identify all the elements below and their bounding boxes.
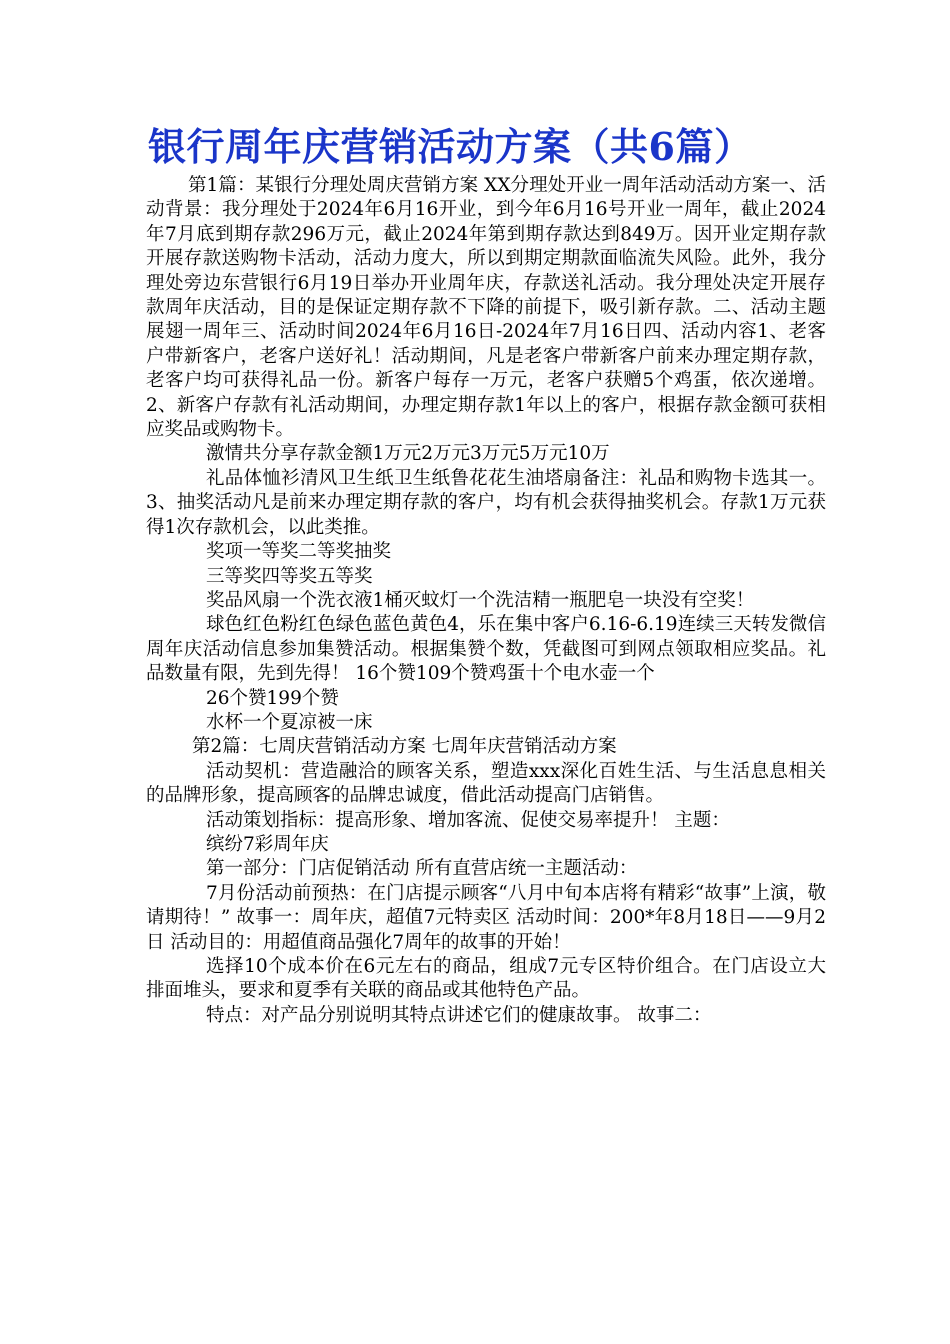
paragraph: 7月份活动前预热：在门店提示顾客“八月中旬本店将有精彩“故事”上演，敬请期待！” 故事一：周年庆，超值7元特卖区 活动时间：200*年8月18日——9月2日 活动目的：用超值商品强化7周年的故事的开始！ [146, 882, 826, 953]
paragraph: 选择10个成本价在6元左右的商品，组成7元专区特价组合。在门店设立大排面堆头，要求和夏季有关联的商品或其他特色产品。 [146, 956, 826, 1002]
paragraph: 第一部分：门店促销活动 所有直营店统一主题活动： [206, 858, 638, 880]
paragraph: 特点：对产品分别说明其特点讲述它们的健康故事。 故事二： [206, 1004, 712, 1026]
paragraph: 水杯一个夏凉被一床 [206, 711, 373, 733]
paragraph: 奖项一等奖二等奖抽奖 [206, 541, 392, 563]
paragraph: 活动策划指标：提高形象、增加客流、促使交易率提升！ 主题： [206, 809, 730, 831]
paragraph: 26个赞199个赞 [206, 687, 339, 709]
paragraph: 第1篇：某银行分理处周庆营销方案 XX分理处开业一周年活动活动方案一、活动背景：我分理处于2024年6月16开业，到今年6月16号开业一周年，截止2024年7月底到期存款296万元，截止2024年第到期存款达到849万。因开业定期存款开展存款送购物卡活动，活动力度大，所以到期定期款面临流失风险。此外，我分理处旁边东营银行6月19日举办开业周年庆，存款送礼活动。我分理处决定开展存款周年庆活动，目的是保证定期存款不下降的前提下，吸引新存款。二、活动主题展翅一周年三、活动时间2024年6月16日-2024年7月16日四、活动内容1、老客户带新客户，老客户送好礼！活动期间，凡是老客户带新客户前来办理定期存款，老客户均可获得礼品一份。新客户每存一万元，老客户获赠5个鸡蛋，依次递增。2、新客户存款有礼活动期间，办理定期存款1年以上的客户，根据存款金额可获相应奖品或购物卡。 [146, 175, 826, 441]
paragraph: 奖品风扇一个洗衣液1桶灭蚊灯一个洗洁精一瓶肥皂一块没有空奖！ [206, 589, 755, 611]
paragraph: 缤纷7彩周年庆 [206, 833, 329, 855]
paragraph: 活动契机：营造融洽的顾客关系，塑造xxx深化百姓生活、与生活息息相关的品牌形象，提高顾客的品牌忠诚度，借此活动提高门店销售。 [146, 760, 826, 807]
paragraph: 球色红色粉红色绿色蓝色黄色4，乐在集中客户6.16-6.19连续三天转发微信周年庆活动信息参加集赞活动。根据集赞个数，凭截图可到网点领取相应奖品。礼品数量有限，先到先得！ 16个赞109个赞鸡蛋十个电水壶一个 [146, 614, 826, 685]
document-page [146, 120, 826, 1028]
paragraph: 第2篇：七周庆营销活动方案 七周年庆营销活动方案 [192, 736, 617, 758]
paragraph: 礼品体恤衫清风卫生纸卫生纸鲁花花生油塔扇备注：礼品和购物卡选其一。3、抽奖活动凡是前来办理定期存款的客户，均有机会获得抽奖机会。存款1万元获得1次存款机会，以此类推。 [146, 467, 826, 538]
paragraph: 激情共分享存款金额1万元2万元3万元5万元10万 [206, 443, 610, 465]
document-title: 银行周年庆营销活动方案（共6篇） [148, 124, 753, 169]
document-body [146, 174, 826, 1028]
paragraph: 三等奖四等奖五等奖 [206, 565, 373, 587]
